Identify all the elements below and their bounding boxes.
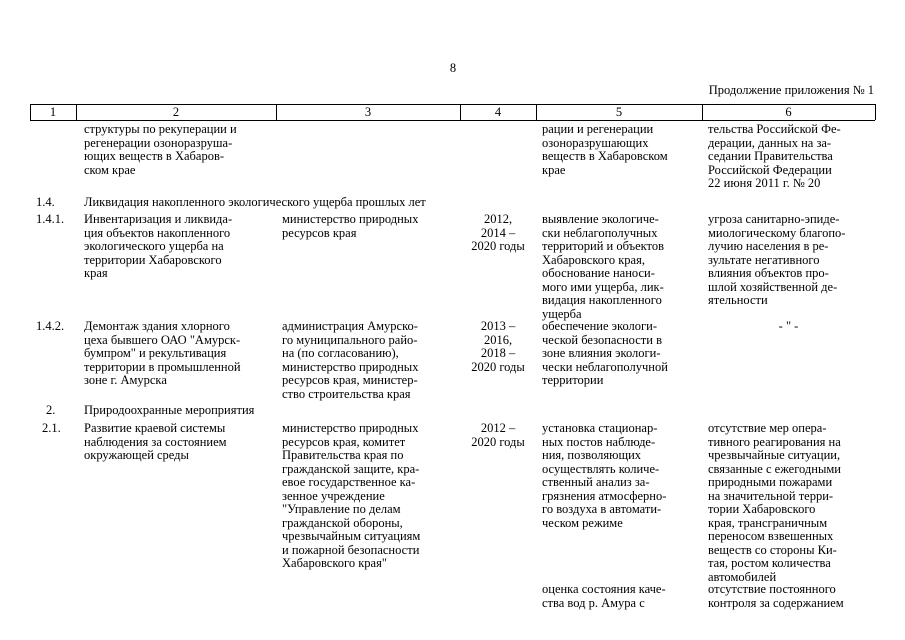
consequence-cell: тельства Российской Фе- дерации, данных на за- седании Правительства Российской Федерации 22 июня 2011 г. № 20	[708, 122, 841, 190]
page-number: 8	[449, 61, 457, 75]
result-cell: оценка состояния каче- ства вод р. Амура с	[542, 582, 666, 610]
result-cell: установка стационар- ных постов наблюде- ния, позволяющих осуществлять количе- ственный анализ за- грязнения атмосферно- го воздуха в автомати- ческом режиме	[542, 421, 667, 530]
row-number: 1.4.2.	[36, 319, 65, 333]
section-row	[0, 404, 905, 418]
executor-cell: министерство природных ресурсов края, комитет Правительства края по гражданской защите, кра- евое государственное ка- зенное учреждение "Управление по делам гражданской обороны, чрезвычайным ситуациям и пожарной безопасности Хабаровского края"	[282, 421, 421, 570]
table-row	[0, 213, 905, 323]
column-header-2: 2	[172, 105, 180, 119]
row-number: 2.1.	[42, 421, 61, 435]
period-cell: 2012 – 2020 годы	[471, 421, 525, 449]
section-title: Ликвидация накопленного экологического ущерба прошлых лет	[84, 195, 426, 209]
consequence-cell: угроза санитарно-эпиде- миологическому благопо- лучию населения в ре- зультате негативного влияния объектов про- шлой хозяйственной де- ятельности	[708, 212, 846, 307]
column-header-3: 3	[364, 105, 372, 119]
result-cell: выявление экологиче- ски неблагополучных территорий и объектов Хабаровского края, обоснование наноси- мого ими ущерба, лик- видация накопленного ущерба	[542, 212, 664, 321]
row-number: 1.4.	[36, 195, 55, 209]
section-row	[0, 196, 905, 210]
measure-cell: Демонтаж здания хлорного цеха бывшего ОАО "Амурск- бумпром" и рекультивация территории в промышленной зоне г. Амурска	[84, 319, 241, 387]
column-header-4: 4	[494, 105, 502, 119]
column-header-6: 6	[785, 105, 792, 119]
executor-cell: администрация Амурско- го муниципального райо- на (по согласованию), министерство природных ресурсов края, министер- ство строительства края	[282, 319, 419, 401]
measure-cell: Инвентаризация и ликвида- ция объектов накопленного экологического ущерба на территории Хабаровского края	[84, 212, 233, 280]
table-row	[0, 320, 905, 402]
table-top-border	[30, 104, 875, 105]
consequence-cell: отсутствие мер опера- тивного реагирования на чрезвычайные ситуации, связанные с ежегодными природными пожарами на значительной терри- тории Хабаровского края, трансграничным переносом взвешенных веществ со стороны Ки- тая, ростом количества автомобилей	[708, 421, 841, 584]
consequence-cell: отсутствие постоянного контроля за содержанием	[708, 582, 844, 610]
column-header-1: 1	[49, 105, 57, 119]
period-cell: 2012, 2014 – 2020 годы	[471, 212, 525, 253]
period-cell: 2013 – 2016, 2018 – 2020 годы	[471, 319, 525, 374]
result-cell: рации и регенерации озоноразрушающих веществ в Хабаровском крае	[542, 122, 668, 177]
table-row	[0, 422, 905, 588]
header-divider	[875, 104, 876, 120]
executor-cell: министерство природных ресурсов края	[282, 212, 419, 240]
measure-cell: структуры по рекуперации и регенерации озоноразруша- ющих веществ в Хабаров- ском крае	[84, 122, 237, 177]
measure-cell: Развитие краевой системы наблюдения за состоянием окружающей среды	[84, 421, 227, 462]
result-cell: обеспечение экологи- ческой безопасности в зоне влияния экологи- чески неблагополучной территории	[542, 319, 668, 387]
table-header-bottom-border	[30, 120, 875, 121]
table-row	[0, 123, 905, 193]
section-title: Природоохранные мероприятия	[84, 403, 255, 417]
ditto-mark: - " -	[778, 319, 799, 333]
continuation-note: Продолжение приложения № 1	[708, 83, 874, 97]
row-number: 2.	[46, 403, 56, 417]
column-header-5: 5	[615, 105, 623, 119]
table-row	[0, 583, 905, 613]
consequence-cell	[702, 320, 875, 334]
row-number: 1.4.1.	[36, 212, 65, 226]
